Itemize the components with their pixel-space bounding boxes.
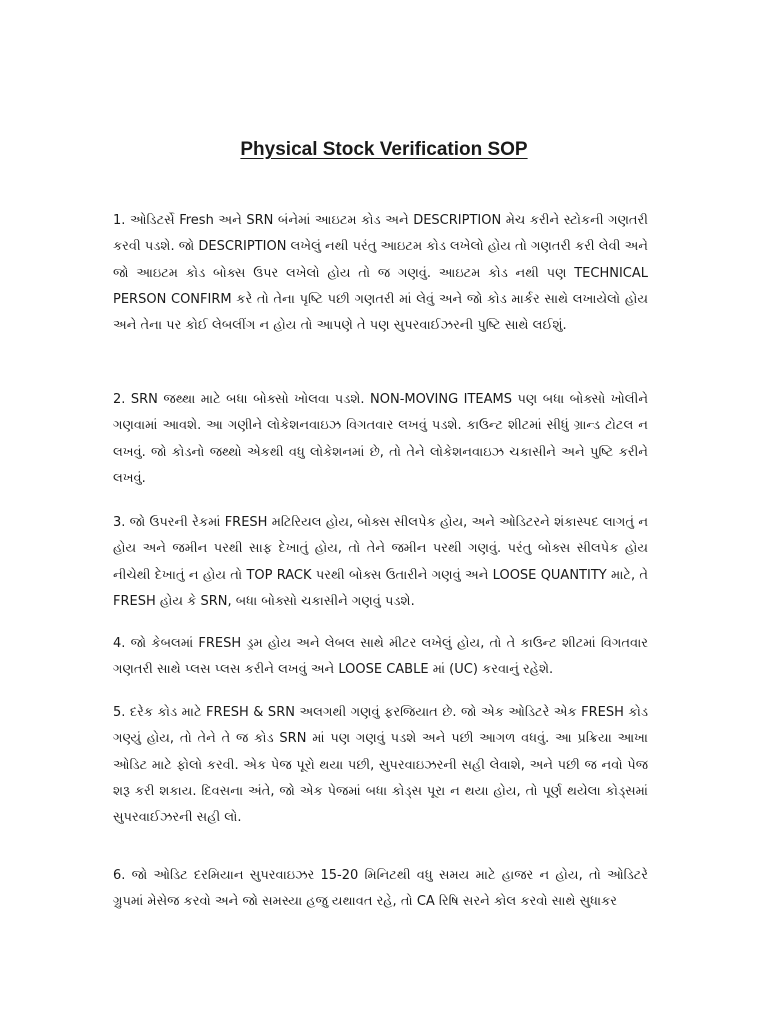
sop-paragraph-3: 3. જો ઉપરની રેકમાં FRESH મટિરિયલ હોય, બોક્સ સીલપેક હોય, અને ઓડિટરને શંકાસ્પદ લાગતું ન હોય અને જમીન પરથી સાફ દેખાતું હોય, તો તેને જમીન પરથી ગણવું. પરંતુ બોક્સ સીલપેક હોય નીચેથી દેખાતું ન હોય તો TOP RACK પરથી બોક્સ ઉતારીને ગણવું અને LOOSE QUANTITY માટે, તે FRESH હોય કે SRN, બધા બોક્સો ચકાસીને ગણવું પડશે.: [113, 515, 648, 609]
document-title-text: Physical Stock Verification SOP: [240, 139, 528, 160]
sop-paragraph-6: 6. જો ઓડિટ દરમિયાન સુપરવાઇઝર 15-20 મિનિટથી વધુ સમય માટે હાજર ન હોય, તો ઓડિટરે ગ્રુપમાં મેસેજ કરવો અને જો સમસ્યા હજુ યથાવત રહે, તો CA રિષિ સરને કોલ કરવો સાથે સુધાકર: [113, 868, 648, 910]
document-title: [0, 138, 768, 162]
sop-paragraph-2: 2. SRN જથ્થા માટે બધા બોક્સો ખોલવા પડશે. NON-MOVING ITEAMS પણ બધા બોક્સો ખોલીને ગણવામાં આવશે. આ ગણીને લોકેશનવાઇઝ વિગતવાર લખવું પડશે. કાઉન્ટ શીટમાં સીધું ગ્રાન્ડ ટોટલ ન લખવું. જો કોડનો જથ્થો એકથી વધુ લોકેશનમાં છે, તો તેને લોકેશનવાઇઝ ચકાસીને અને પુષ્ટિ કરીને લખવું.: [113, 392, 648, 486]
sop-paragraph-4: 4. જો કેબલમાં FRESH ડ્રમ હોય અને લેબલ સાથે મીટર લખેલું હોય, તો તે કાઉન્ટ શીટમાં વિગતવાર ગણતરી સાથે પ્લસ પ્લસ કરીને લખવું અને LOOSE CABLE માં (UC) કરવાનું રહેશે.: [113, 636, 648, 678]
sop-paragraph-1: 1. ઓડિટર્સે Fresh અને SRN બંનેમાં આઇટમ કોડ અને DESCRIPTION મેચ કરીને સ્ટોકની ગણતરી કરવી પડશે. જો DESCRIPTION લખેલું નથી પરંતુ આઇટમ કોડ લખેલો હોય તો ગણતરી કરી લેવી અને જો આઇટમ કોડ બોક્સ ઉપર લખેલો હોય તો જ ગણવું. આઇટમ કોડ નથી પણ TECHNICAL PERSON CONFIRM કરે તો તેના પૃષ્ટિ પછી ગણતરી માં લેવું અને જો કોડ માર્કર સાથે લખાયેલો હોય અને તેના પર કોઈ લેબલીંગ ન હોય તો આપણે તે પણ સુપરવાઈઝરની પુષ્ટિ સાથે લઈશું.: [113, 213, 648, 334]
sop-paragraph-5: 5. દરેક કોડ માટે FRESH & SRN અલગથી ગણવું ફરજિયાત છે. જો એક ઓડિટરે એક FRESH કોડ ગણ્યું હોય, તો તેને તે જ કોડ SRN માં પણ ગણવું પડશે અને પછી આગળ વધવું. આ પ્રક્રિયા આખા ઓડિટ માટે ફોલો કરવી. એક પેજ પૂરો થયા પછી, સુપરવાઇઝરની સહી લેવાશે, અને પછી જ નવો પેજ શરૂ કરી શકાય. દિવસના અંતે, જો એક પેજમાં બધા કોડ્સ પૂરા ન થયા હોય, તો પૂર્ણ થયેલા કોડ્સમાં સુપરવાઈઝરની સહી લો.: [113, 705, 648, 826]
